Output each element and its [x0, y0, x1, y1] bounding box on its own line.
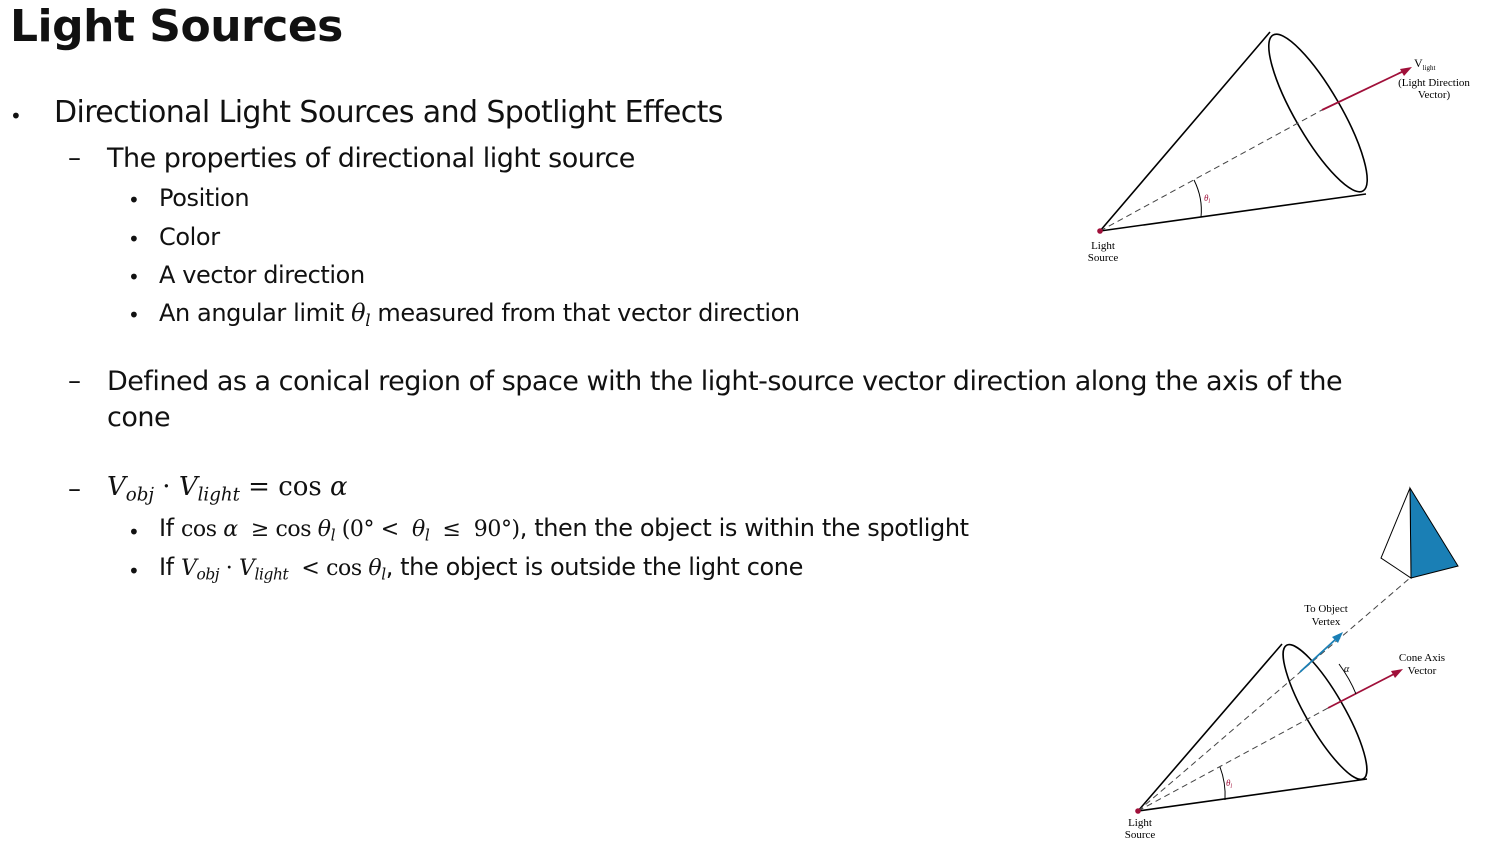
- prop-color: Color: [159, 223, 220, 251]
- alpha-label: α: [1344, 664, 1350, 675]
- bullet-directional-light: Directional Light Sources and Spotlight Effects: [54, 95, 723, 130]
- theta-arc: [1194, 180, 1201, 217]
- prop-angular-limit: An angular limit $\theta_l$ measured from that vector direction: [159, 299, 800, 331]
- dash-marker: –: [68, 474, 81, 504]
- slide-title: Light Sources: [10, 1, 343, 52]
- object-light-face: [1381, 488, 1411, 578]
- dash-marker: –: [68, 143, 81, 173]
- cone-edge-lower: [1100, 194, 1366, 231]
- light-source-label: Light: [1091, 240, 1115, 252]
- prop-position: Position: [159, 184, 250, 212]
- bullet-dot: •: [10, 104, 22, 128]
- dash-marker: –: [68, 366, 81, 396]
- light-source-label: Light: [1128, 817, 1152, 829]
- theta-label: $\theta_l$: [1204, 193, 1211, 205]
- light-direction-label-2: Vector): [1417, 89, 1451, 101]
- cone-base-ellipse: [1253, 25, 1383, 202]
- cone-edge-upper: [1100, 32, 1270, 231]
- bullet-dot: •: [128, 265, 140, 289]
- condition-within: If $\cos \alpha \ge \cos \theta_l$ $(0^\circ < \theta_l \le 90^\circ)$, then the object is within the spotlight: [159, 514, 969, 545]
- to-object-label-2: Vertex: [1311, 616, 1341, 628]
- cone-axis-label-2: Vector: [1407, 665, 1437, 677]
- light-source-label-2: Source: [1124, 829, 1156, 841]
- cone-axis-dashed: [1138, 708, 1328, 811]
- light-source-point: [1097, 228, 1103, 234]
- v-light-label: $V_{light}$: [1414, 56, 1436, 72]
- cone-axis-vector: [1328, 673, 1396, 708]
- cone-axis-label: Cone Axis: [1398, 652, 1446, 664]
- cone-axis-dashed: [1100, 110, 1322, 231]
- light-direction-vector: [1322, 70, 1406, 110]
- to-object-label: To Object: [1304, 603, 1348, 615]
- cone-edge-upper: [1138, 644, 1282, 811]
- theta-arc: [1220, 767, 1225, 800]
- prop-vector-direction: A vector direction: [159, 261, 365, 289]
- sub-bullet-conical-line2: cone: [107, 402, 171, 433]
- light-source-point: [1135, 808, 1141, 814]
- bullet-dot: •: [128, 559, 140, 583]
- cone-base-ellipse: [1270, 636, 1380, 788]
- axis-arrowhead: [1391, 669, 1403, 678]
- theta-label: $\theta_l$: [1226, 778, 1233, 790]
- cone-edge-lower: [1138, 779, 1367, 811]
- light-source-label-2: Source: [1087, 252, 1119, 264]
- object-shaded-face: [1410, 488, 1458, 578]
- spotlight-cone-figure: [1080, 25, 1480, 270]
- bullet-dot: •: [128, 520, 140, 544]
- sub-bullet-conical-line1: Defined as a conical region of space with the light-source vector direction along the axis of the: [107, 366, 1343, 397]
- sub-bullet-properties: The properties of directional light source: [107, 143, 635, 174]
- bullet-dot: •: [128, 227, 140, 251]
- cone-object-figure: [1110, 480, 1487, 845]
- bullet-dot: •: [128, 188, 140, 212]
- vector-arrowhead: [1400, 67, 1412, 76]
- light-direction-label: (Light Direction: [1398, 77, 1470, 89]
- bullet-dot: •: [128, 303, 140, 327]
- object-direction-dashed: [1138, 578, 1410, 811]
- dot-product-equation: $V_{obj} \cdot V_{light} = \cos \alpha$: [107, 472, 348, 506]
- condition-outside: If $V_{obj} \cdot V_{light} < \cos \theta_l$, the object is outside the light cone: [159, 553, 803, 584]
